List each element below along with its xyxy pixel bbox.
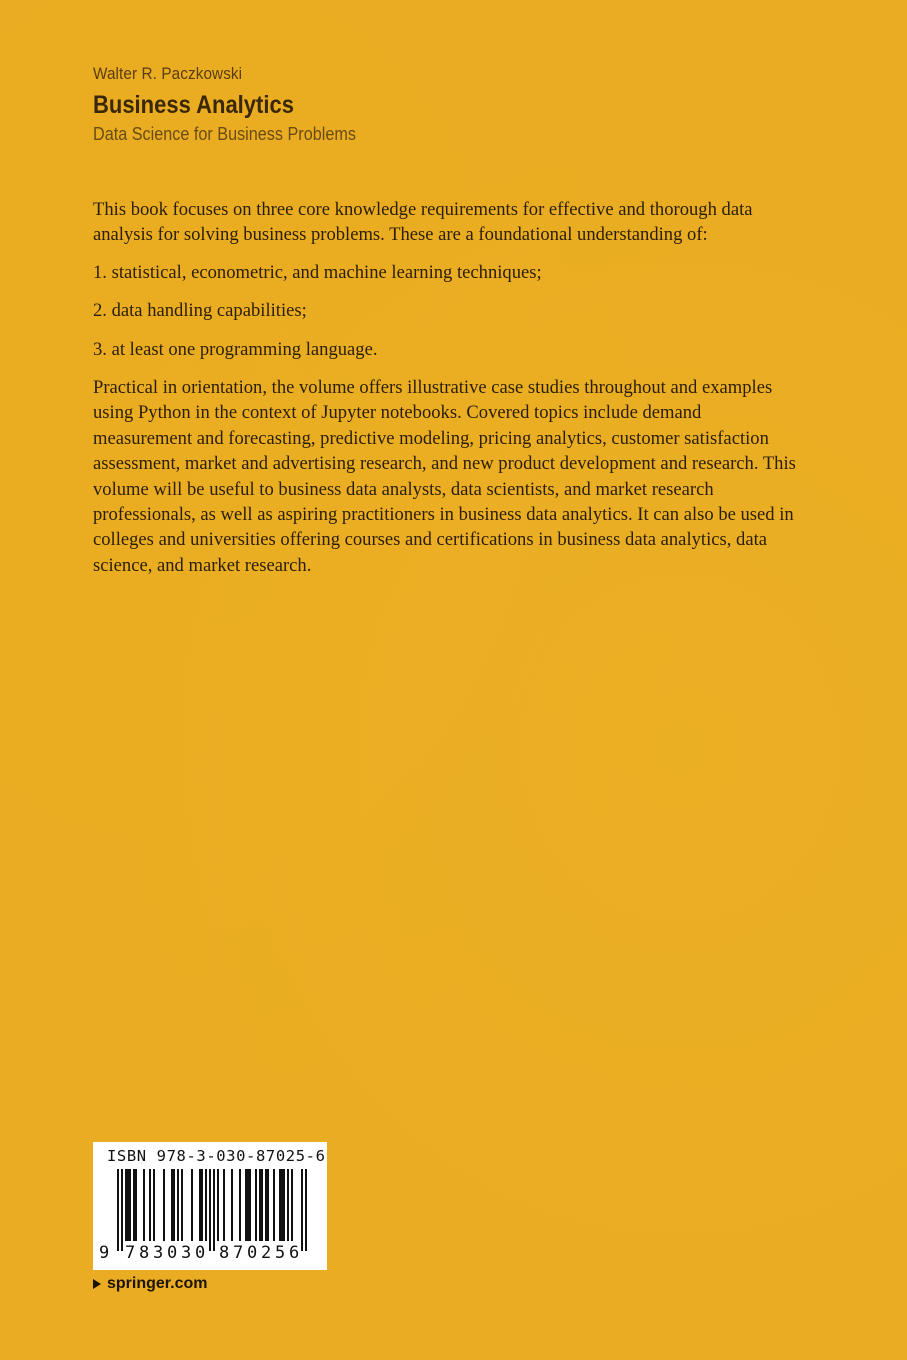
intro-paragraph: This book focuses on three core knowledge requirements for effective and thorough data analysis for solving business problems. These are a foundational understanding of:: [93, 199, 753, 246]
barcode-bar: [265, 1169, 267, 1241]
barcode-digit: 5: [275, 1243, 286, 1263]
body-paragraph: Practical in orientation, the volume offers illustrative case studies throughout and examples using Python in the context of Jupyter notebooks. Covered topics include demand measurement and forecasting, predictive modeling, pricing analytics, customer satisfaction assessment, market and advertising research, and new product development and research. This volume will be useful to business data analysts, data scientists, and market research professionals, as well as aspiring practitioners in business data analytics. It can also be used in colleges and universities offering courses and certifications in business data analytics, data science, and market research.: [93, 377, 796, 576]
barcode-bar: [267, 1169, 269, 1241]
book-description: [93, 197, 805, 590]
barcode-bar: [199, 1169, 201, 1241]
barcode-bar: [281, 1169, 283, 1241]
barcode-bar: [173, 1169, 175, 1241]
author-name: Walter R. Paczkowski: [93, 64, 243, 83]
book-subtitle: Data Science for Business Problems: [93, 124, 356, 144]
barcode-bar: [191, 1169, 193, 1241]
barcode-bar: [133, 1169, 135, 1241]
barcode-bar: [129, 1169, 131, 1241]
barcode-guard-bar: [301, 1169, 303, 1251]
barcode-bar: [171, 1169, 173, 1241]
barcode-digit: 2: [261, 1243, 272, 1263]
barcode-bar: [273, 1169, 275, 1241]
barcode-bar: [163, 1169, 165, 1241]
barcode-bar: [245, 1169, 247, 1241]
book-title: Business Analytics: [93, 91, 294, 119]
barcode-bar: [177, 1169, 179, 1241]
barcode-bar: [153, 1169, 155, 1241]
barcode-guard-bar: [121, 1169, 123, 1251]
barcode-digit: 7: [125, 1243, 136, 1263]
barcode-bar: [291, 1169, 293, 1241]
publisher-link[interactable]: [93, 1275, 207, 1293]
barcode-digit: 7: [233, 1243, 244, 1263]
barcode-bar: [247, 1169, 249, 1241]
publisher-url: springer.com: [107, 1275, 208, 1292]
barcode-bar: [149, 1169, 151, 1241]
barcode-guard-bar: [209, 1169, 211, 1251]
barcode-guard-bar: [213, 1169, 215, 1251]
barcode-digit: 6: [289, 1243, 300, 1263]
list-item-statistics: 1. statistical, econometric, and machine learning techniques;: [93, 261, 542, 283]
barcode-digit: 8: [139, 1243, 150, 1263]
barcode-bar: [127, 1169, 129, 1241]
barcode-bar: [125, 1169, 127, 1241]
barcode-digit: 3: [181, 1243, 192, 1263]
barcode-bar: [287, 1169, 289, 1241]
barcode-bar: [255, 1169, 257, 1241]
isbn-barcode: [93, 1142, 327, 1270]
book-header: [93, 62, 793, 147]
barcode-bar: [259, 1169, 261, 1241]
barcode-bar: [239, 1169, 241, 1241]
barcode-bar: [261, 1169, 263, 1241]
barcode-digit: 8: [219, 1243, 230, 1263]
barcode-bar: [205, 1169, 207, 1241]
list-item-data-handling: 2. data handling capabilities;: [93, 300, 307, 322]
barcode-digit: 9: [99, 1243, 110, 1263]
barcode-digit: 0: [167, 1243, 178, 1263]
barcode-bar: [217, 1169, 219, 1241]
barcode-digit: 0: [247, 1243, 258, 1263]
barcode-digit: 0: [195, 1243, 206, 1263]
barcode-bar: [223, 1169, 225, 1241]
barcode-bar: [231, 1169, 233, 1241]
barcode-bar: [143, 1169, 145, 1241]
list-item-programming: 3. at least one programming language.: [93, 338, 378, 360]
arrow-right-icon: [93, 1279, 101, 1289]
barcode-guard-bar: [305, 1169, 307, 1251]
barcode-bar: [181, 1169, 183, 1241]
barcode-guard-bar: [117, 1169, 119, 1251]
isbn-label: ISBN 978-3-030-87025-6: [107, 1147, 326, 1165]
barcode-bar: [249, 1169, 251, 1241]
barcode-digit: 3: [153, 1243, 164, 1263]
barcode-bar: [279, 1169, 281, 1241]
barcode-bar: [283, 1169, 285, 1241]
barcode-bar: [201, 1169, 203, 1241]
barcode-bar: [135, 1169, 137, 1241]
